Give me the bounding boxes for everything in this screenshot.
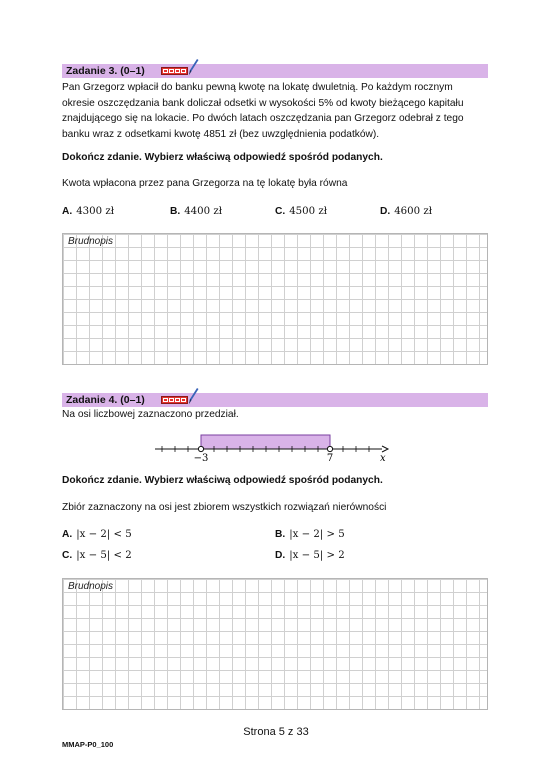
axis-variable-label: x [380, 453, 386, 464]
task3-instruction: Dokończ zdanie. Wybierz właściwą odpowiedź spośród podanych. [62, 152, 383, 163]
scratch-label: Brudnopis [68, 581, 114, 592]
number-line [150, 430, 390, 464]
task3-option-a[interactable]: A. 4300 zł [62, 206, 115, 217]
page-number: Strona 5 z 33 [243, 726, 309, 738]
axis-label-left: −3 [193, 453, 209, 464]
task4-header-bar [62, 393, 488, 407]
exam-code: MMAP-P0_100 [62, 740, 114, 749]
task4-option-a[interactable]: A. |x − 2| < 5 [62, 529, 132, 540]
task4-option-c[interactable]: C. |x − 5| < 2 [62, 550, 132, 561]
task3-option-c[interactable]: C. 4500 zł [275, 206, 328, 217]
task3-question: Kwota wpłacona przez pana Grzegorza na tę lokatę była równa [62, 178, 348, 189]
open-endpoint-left [198, 446, 203, 451]
task3-header-bar [62, 64, 488, 78]
task3-body [62, 80, 492, 142]
task4-header: Zadanie 4. (0–1) [66, 394, 145, 406]
task3-line: banku wraz z odsetkami kwotę 4851 zł (bez uwzględnienia podatków). [62, 128, 380, 140]
open-endpoint-right [327, 446, 332, 451]
pen-icon [187, 58, 199, 76]
task3-line: znajdującego się na lokacie. Po dwóch latach oszczędzania pan Grzegorz odebrał z tego [62, 113, 464, 124]
points-icon [161, 67, 188, 75]
pen-icon [187, 387, 199, 405]
task4-question: Zbiór zaznaczony na osi jest zbiorem wszystkich rozwiązań nierówności [62, 502, 387, 513]
task3-line: Pan Grzegorz wpłacił do banku pewną kwotę na lokatę dwuletnią. Po każdym rocznym [62, 82, 453, 93]
task3-line: okresie oszczędzania bank doliczał odsetki w wysokości 5% od kwoty bieżącego kapitału [62, 97, 464, 109]
task3-option-b[interactable]: B. 4400 zł [170, 206, 223, 217]
task4-option-b[interactable]: B. |x − 2| > 5 [275, 529, 345, 540]
task4-option-d[interactable]: D. |x − 5| > 2 [275, 550, 345, 561]
task4-instruction: Dokończ zdanie. Wybierz właściwą odpowiedź spośród podanych. [62, 475, 383, 486]
interval-band [201, 435, 330, 449]
task3-option-d[interactable]: D. 4600 zł [380, 206, 433, 217]
scratch-label: Brudnopis [68, 236, 114, 247]
task4-intro: Na osi liczbowej zaznaczono przedział. [62, 409, 239, 420]
axis-label-right: 7 [326, 453, 334, 464]
task4-scratch-grid[interactable] [62, 578, 488, 710]
points-icon [161, 396, 188, 404]
task3-header: Zadanie 3. (0–1) [66, 65, 145, 77]
axis-arrow-icon [382, 446, 388, 452]
task3-scratch-grid[interactable] [62, 233, 488, 365]
